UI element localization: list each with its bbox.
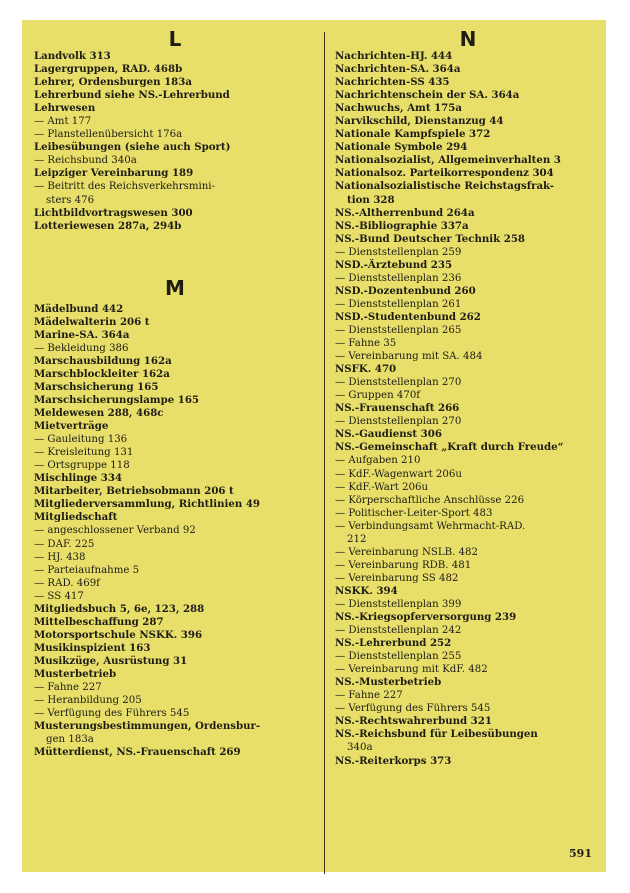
index-entry: Musikzüge, Ausrüstung 31 — [34, 654, 188, 667]
index-entry: — Verfügung des Führers 545 — [335, 703, 491, 715]
index-entry: Nachrichten-HJ. 444 — [335, 50, 453, 62]
right-column — [335, 28, 601, 768]
index-entry: NS.-Bibliographie 337a — [335, 219, 469, 232]
index-entry: Mädelbund 442 — [34, 302, 124, 315]
index-entry: Marschblockleiter 162a — [34, 367, 170, 380]
index-entry: — Dienststellenplan 259 — [335, 246, 462, 258]
index-entry: Nationalsozialistische Reichstagsfrak- — [335, 180, 554, 193]
index-entry: NS.-Bund Deutscher Technik 258 — [335, 232, 525, 245]
index-entry: — DAF. 225 — [34, 538, 95, 550]
index-entry: Meldewesen 288, 468c — [34, 407, 164, 420]
index-entry: Nachrichten-SA. 364a — [335, 63, 461, 76]
index-entry: Nationale Symbole 294 — [335, 141, 468, 154]
index-entry: — Verfügung des Führers 545 — [34, 708, 190, 720]
index-entry: Musikinspizient 163 — [34, 641, 151, 654]
index-entry: Lichtbildvortragswesen 300 — [34, 206, 193, 219]
index-entry: 212 — [347, 533, 367, 545]
index-entry: — RAD. 469f — [34, 577, 100, 589]
index-entry: Nachwuchs, Amt 175a — [335, 102, 462, 115]
index-entry: — Parteiaufnahme 5 — [34, 564, 140, 576]
index-entry: Marschsicherungslampe 165 — [34, 393, 199, 406]
index-entry: Mitgliederversammlung, Richtlinien 49 — [34, 498, 261, 511]
index-entry: NS.-Musterbetrieb — [335, 676, 442, 689]
index-entry: — Dienststellenplan 270 — [335, 416, 462, 428]
index-entry: — Gruppen 470f — [335, 390, 421, 402]
section-letter-l: L — [168, 27, 182, 51]
index-entry: NSKK. 394 — [335, 584, 398, 597]
index-entry: Leibesübungen (siehe auch Sport) — [34, 141, 231, 154]
index-entry: — Gauleitung 136 — [34, 434, 128, 446]
index-entry: — angeschlossener Verband 92 — [34, 525, 196, 537]
index-entry: Nachrichtenschein der SA. 364a — [335, 89, 520, 102]
index-entry: NS.-Rechtswahrerbund 321 — [335, 715, 492, 728]
index-entry: — Amt 177 — [34, 116, 92, 128]
index-entry: NSD.-Dozentenbund 260 — [335, 284, 476, 297]
index-entry: 340a — [347, 742, 373, 754]
index-page — [22, 20, 606, 872]
index-entry: Mitarbeiter, Betriebsobmann 206 t — [34, 485, 234, 498]
index-entry: — Dienststellenplan 265 — [335, 324, 462, 336]
index-entry: sters 476 — [46, 194, 95, 206]
index-entry: — Dienststellenplan 261 — [335, 298, 462, 310]
index-entry: NS.-Frauenschaft 266 — [335, 402, 460, 415]
index-entry: Nationalsozialist, Allgemeinverhalten 3 — [335, 154, 561, 167]
index-entry: — Beitritt des Reichsverkehrsmini- — [34, 181, 216, 193]
index-entry: — Fahne 35 — [335, 338, 397, 350]
index-entry: tion 328 — [347, 193, 395, 206]
index-entry: — Ortsgruppe 118 — [34, 460, 130, 472]
index-list-m — [34, 303, 316, 760]
index-entry: — Planstellenübersicht 176a — [34, 129, 183, 141]
column-divider — [324, 32, 325, 874]
index-entry: — Reichsbund 340a — [34, 155, 137, 167]
index-entry: Lehrer, Ordensburgen 183a — [34, 76, 192, 89]
index-entry: NS.-Altherrenbund 264a — [335, 206, 475, 219]
index-entry: Mädelwalterin 206 t — [34, 315, 150, 328]
index-entry: Motorsportschule NSKK. 396 — [34, 628, 203, 641]
index-entry: Mietverträge — [34, 420, 109, 433]
index-entry: Landvolk 313 — [34, 50, 111, 62]
index-list-l — [34, 50, 316, 233]
index-entry: NS.-Gaudienst 306 — [335, 428, 442, 441]
index-entry: NS.-Reiterkorps 373 — [335, 754, 452, 767]
index-entry: — Dienststellenplan 270 — [335, 377, 462, 389]
index-entry: NS.-Gemeinschaft „Kraft durch Freude“ — [335, 441, 564, 454]
index-entry: — Politischer-Leiter-Sport 483 — [335, 507, 493, 519]
index-entry: NS.-Lehrerbund 252 — [335, 637, 452, 650]
index-entry: — Dienststellenplan 255 — [335, 651, 462, 663]
index-entry: — KdF.-Wart 206u — [335, 481, 429, 493]
index-entry: Musterbetrieb — [34, 667, 117, 680]
left-column — [34, 28, 316, 759]
index-entry: — Vereinbarung mit KdF. 482 — [335, 664, 488, 676]
section-letter-n: N — [459, 27, 477, 51]
index-entry: — Körperschaftliche Anschlüsse 226 — [335, 494, 525, 506]
index-entry: Lehrerbund siehe NS.-Lehrerbund — [34, 89, 230, 102]
index-entry: — Fahne 227 — [335, 690, 403, 702]
index-entry: Mischlinge 334 — [34, 472, 123, 485]
index-entry: Marine-SA. 364a — [34, 328, 130, 341]
page-number: 591 — [569, 847, 592, 860]
index-entry: Mitgliedschaft — [34, 511, 118, 524]
index-entry: NSD.-Studentenbund 262 — [335, 310, 481, 323]
index-entry: NSD.-Ärztebund 235 — [335, 258, 453, 271]
index-list-n — [335, 50, 601, 768]
index-entry: — Fahne 227 — [34, 682, 102, 694]
index-entry: — Heranbildung 205 — [34, 695, 142, 707]
index-entry: — Dienststellenplan 399 — [335, 598, 462, 610]
index-entry: NS.-Kriegsopferversorgung 239 — [335, 611, 517, 624]
index-entry: — Kreisleitung 131 — [34, 447, 134, 459]
index-entry: Narvikschild, Dienstanzug 44 — [335, 115, 504, 128]
index-entry: NS.-Reichsbund für Leibesübungen — [335, 728, 538, 741]
index-entry: — HJ. 438 — [34, 551, 86, 563]
index-entry: — KdF.-Wagenwart 206u — [335, 468, 462, 480]
index-entry: Mittelbeschaffung 287 — [34, 615, 164, 628]
index-entry: — Dienststellenplan 236 — [335, 272, 462, 284]
index-entry: Nationale Kampfspiele 372 — [335, 128, 491, 141]
index-entry: Lagergruppen, RAD. 468b — [34, 63, 183, 76]
index-entry: Marschausbildung 162a — [34, 354, 172, 367]
index-entry: — SS 417 — [34, 590, 84, 602]
index-entry: Marschsicherung 165 — [34, 380, 159, 393]
index-entry: — Vereinbarung SS 482 — [335, 572, 459, 584]
index-entry: gen 183a — [46, 734, 94, 746]
index-entry: — Bekleidung 386 — [34, 342, 129, 354]
index-entry: Lehrwesen — [34, 102, 96, 115]
index-entry: NSFK. 470 — [335, 363, 397, 376]
index-entry: Musterungsbestimmungen, Ordensbur- — [34, 720, 261, 733]
index-entry: — Vereinbarung RDB. 481 — [335, 559, 472, 571]
index-entry: Nachrichten-SS 435 — [335, 76, 450, 89]
section-letter-m: M — [165, 275, 185, 300]
index-entry: Lotteriewesen 287a, 294b — [34, 219, 182, 232]
index-entry: — Verbindungsamt Wehrmacht-RAD. — [335, 520, 526, 532]
index-entry: Mitgliedsbuch 5, 6e, 123, 288 — [34, 602, 205, 615]
index-entry: Mütterdienst, NS.-Frauenschaft 269 — [34, 746, 241, 759]
index-entry: — Vereinbarung mit SA. 484 — [335, 351, 483, 363]
index-entry: Nationalsoz. Parteikorrespondenz 304 — [335, 167, 554, 180]
index-entry: — Dienststellenplan 242 — [335, 625, 462, 637]
index-entry: — Vereinbarung NSLB. 482 — [335, 546, 479, 558]
index-entry: Leipziger Vereinbarung 189 — [34, 167, 194, 180]
index-entry: — Aufgaben 210 — [335, 455, 421, 467]
